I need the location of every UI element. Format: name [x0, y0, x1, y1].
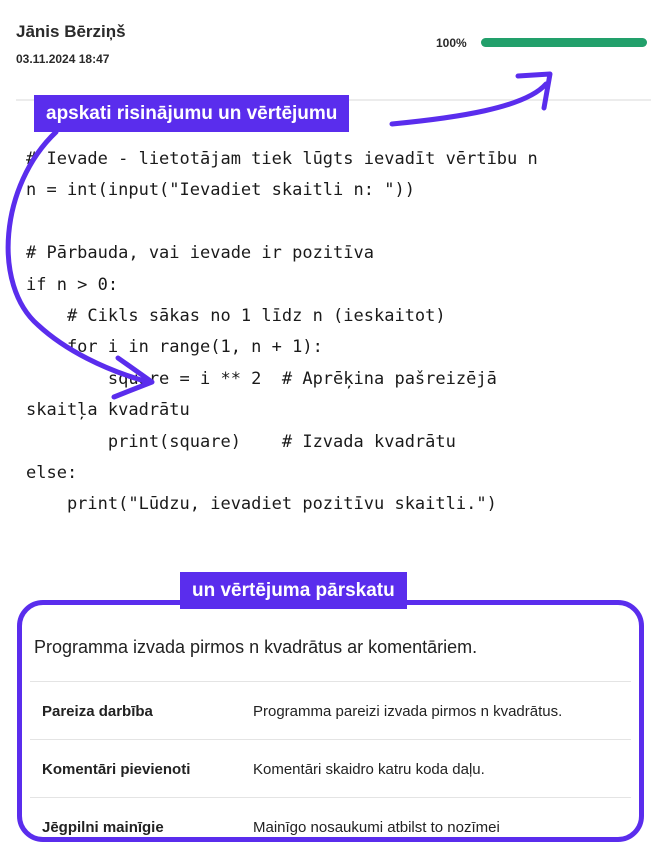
progress-label: 100%: [436, 36, 467, 50]
progress-bar-fill: [481, 38, 647, 47]
code-line: skaitļa kvadrātu: [26, 400, 190, 421]
code-line: print(square) # Izvada kvadrātu: [26, 431, 456, 452]
criterion-name: Komentāri pievienoti: [42, 760, 191, 778]
criterion-name: Jēgpilni mainīgie: [42, 818, 164, 836]
code-line: # Ievade - lietotājam tiek lūgts ievadīt vērtību n: [26, 149, 538, 169]
callout-bottom: un vērtējuma pārskatu: [180, 572, 407, 609]
code-line: for i in range(1, n + 1):: [26, 337, 323, 358]
code-line: [26, 207, 656, 238]
criterion-row: [30, 681, 631, 740]
criterion-description: Komentāri skaidro katru koda daļu.: [253, 760, 485, 778]
criterion-description: Programma pareizi izvada pirmos n kvadrātus.: [253, 702, 563, 720]
code-line: # Pārbauda, vai ievade ir pozitīva: [26, 243, 374, 264]
code-block: [26, 144, 656, 521]
code-line: else:: [26, 462, 78, 483]
callout-top: apskati risinājumu un vērtējumu: [34, 95, 349, 132]
progress-bar: [481, 38, 647, 47]
arrow-to-progress-icon: [392, 84, 546, 124]
criterion-row: [30, 797, 631, 842]
code-line: print("Lūdzu, ievadiet pozitīvu skaitli."): [26, 494, 497, 515]
review-box: [17, 600, 644, 842]
code-line: if n > 0:: [26, 274, 119, 295]
criterion-description: Mainīgo nosaukumi atbilst to nozīmei: [253, 818, 500, 836]
review-summary: Programma izvada pirmos n kvadrātus ar komentāriem.: [34, 637, 478, 657]
code-line: n = int(input("Ievadiet skaitli n: ")): [26, 180, 415, 201]
code-line: # Cikls sākas no 1 līdz n (ieskaitot): [26, 305, 446, 326]
code-line: square = i ** 2 # Aprēķina pašreizējā: [26, 368, 497, 389]
criterion-name: Pareiza darbība: [42, 702, 153, 720]
student-name: Jānis Bērziņš: [16, 22, 126, 41]
submission-timestamp: 03.11.2024 18:47: [16, 52, 110, 66]
arrow-to-progress-head-icon: [518, 74, 550, 108]
criterion-row: [30, 739, 631, 798]
